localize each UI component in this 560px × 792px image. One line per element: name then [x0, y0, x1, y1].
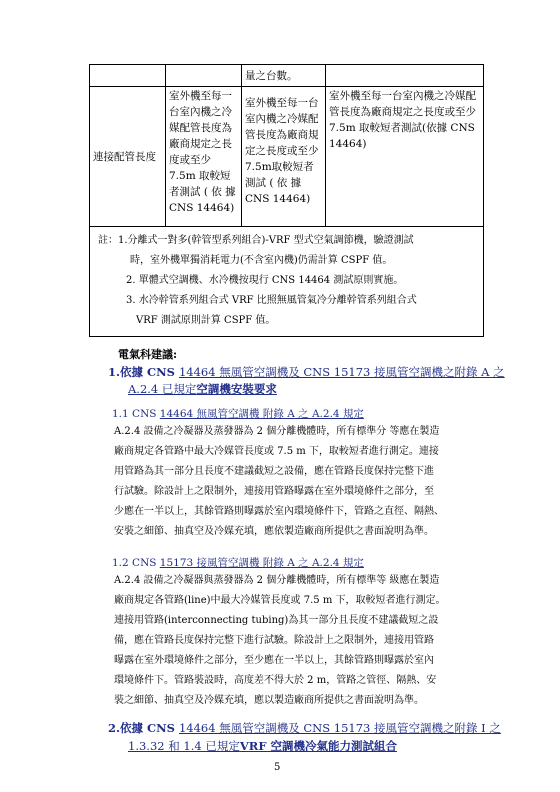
section-title: 電氣科建議:	[118, 348, 178, 361]
note-line: 時，室外機單獨消耗電力(不含室內機)仍需計算 CSPF 值。	[130, 255, 393, 266]
sub-1-heading-a: 1.1 CNS	[112, 408, 160, 420]
item-1-prefix: 1.依據 CNS	[108, 365, 179, 379]
note-line: 註：1.分離式一對多(幹管型系列組合)-VRF 型式空氣調節機，驗證測試	[98, 235, 414, 246]
item-2-prefix: 2.依據 CNS	[108, 721, 179, 735]
paragraph-line: 廠商規定各管路(line)中最大冷媒管長度或 7.5 m 下，取較短者進行測定。	[114, 595, 446, 606]
paragraph-line: 環境條件下。管路裝設時，高度差不得大於 2 m，管路之管徑、隔熱、安	[114, 675, 437, 686]
sub-2-heading-b: 15173 接風管空調機 附錄 A 之 A.2.4 規定	[159, 557, 364, 569]
note-line: VRF 測試原則計算 CSPF 值。	[136, 315, 276, 326]
sub-1-heading-b: 14464 無風管空調機 附錄 A 之 A.2.4 規定	[159, 408, 364, 420]
spec-table	[89, 64, 484, 337]
paragraph-line: 廠商規定各管路中最大冷媒管長度或 7.5 m 下，取較短者進行測定。連接	[114, 446, 439, 457]
paragraph-line: 安裝之細節、抽真空及冷媒充填，應依製造廠商所提供之書面說明為準。	[114, 526, 434, 537]
paragraph-line: A.2.4 設備之冷凝器與蒸發器為 2 個分離機體時，所有標準等 級應在製造	[114, 575, 440, 586]
table-cell: 室外機至每一台室內機之冷媒配管長度為廠商規定之長度或至少 7.5m 取較短者測試 ( 依 據 CNS 14464)	[166, 87, 242, 227]
table-row	[90, 65, 484, 87]
paragraph-line: A.2.4 設備之冷凝器及蒸發器為 2 個分離機體時，所有標準分 等應在製造	[114, 426, 440, 437]
item-2-line-1	[108, 718, 501, 738]
item-1-line-2	[128, 379, 277, 399]
table-cell: 量之台數。	[242, 65, 326, 87]
page-number: 5	[274, 762, 281, 773]
row-label-cell: 連接配管長度	[90, 87, 166, 227]
table-cell: 室外機至每一台室內機之冷媒配管長度為廠商規定之長度或至少 7.5m 取較短者測試(依據 CNS 14464)	[326, 87, 484, 227]
sub-2-heading-a: 1.2 CNS	[112, 557, 160, 569]
paragraph-line: 裝之細節、抽真空及冷媒充填，應以製造廠商所提供之書面說明為準。	[114, 695, 424, 706]
sub-1-heading	[112, 404, 364, 424]
paragraph-line: 曝露在室外環境條件之部分，至少應在一半以上，其餘管路則曝露於室內	[114, 655, 434, 666]
paragraph-line: 行試驗。除設計上之限制外，連接用管路曝露在室外環境條件之部分，至	[114, 486, 434, 497]
paragraph-line: 連接用管路(interconnecting tubing)為其一部分且長度不建議截短之設	[114, 615, 439, 626]
item-2-link-2: 1.3.32 和 1.4 已規定	[128, 739, 240, 753]
item-2-rest: VRF 空調機冷氣能力測試組合	[239, 739, 397, 753]
paragraph-line: 備，應在管路長度保持完整下進行試驗。除設計上之限制外，連接用管路	[114, 635, 434, 646]
item-1-link-2: A.2.4 已規定	[128, 382, 197, 396]
table-notes	[90, 227, 484, 337]
table-row	[90, 227, 484, 337]
item-1-link: 14464 無風管空調機及 CNS 15173 接風管空調機之附錄 A 之	[178, 365, 505, 379]
table-row	[90, 87, 484, 227]
item-2-link: 14464 無風管空調機及 CNS 15173 接風管空調機之附錄 I 之	[178, 721, 501, 735]
note-line: 3. 水冷幹管系列組合式 VRF 比照無風管氣冷分離幹管系列組合式	[126, 295, 417, 306]
note-line: 2. 單體式空調機、水冷機按現行 CNS 14464 測試原則實施。	[126, 275, 404, 286]
paragraph-line: 用管路為其一部分且長度不建議截短之設備，應在管路長度保持完整下進	[114, 466, 434, 477]
paragraph-line: 少應在一半以上，其餘管路則曝露於室內環境條件下，管路之直徑、隔熱、	[114, 506, 444, 517]
sub-2-heading	[112, 553, 364, 573]
item-1-rest: 空調機安裝要求	[196, 382, 277, 396]
table-cell: 室外機至每一台室內機之冷媒配管長度為廠商規定之長度或至少7.5m取較短者測試 ( 依 據 CNS 14464)	[242, 87, 326, 227]
item-2-line-2	[128, 736, 397, 756]
